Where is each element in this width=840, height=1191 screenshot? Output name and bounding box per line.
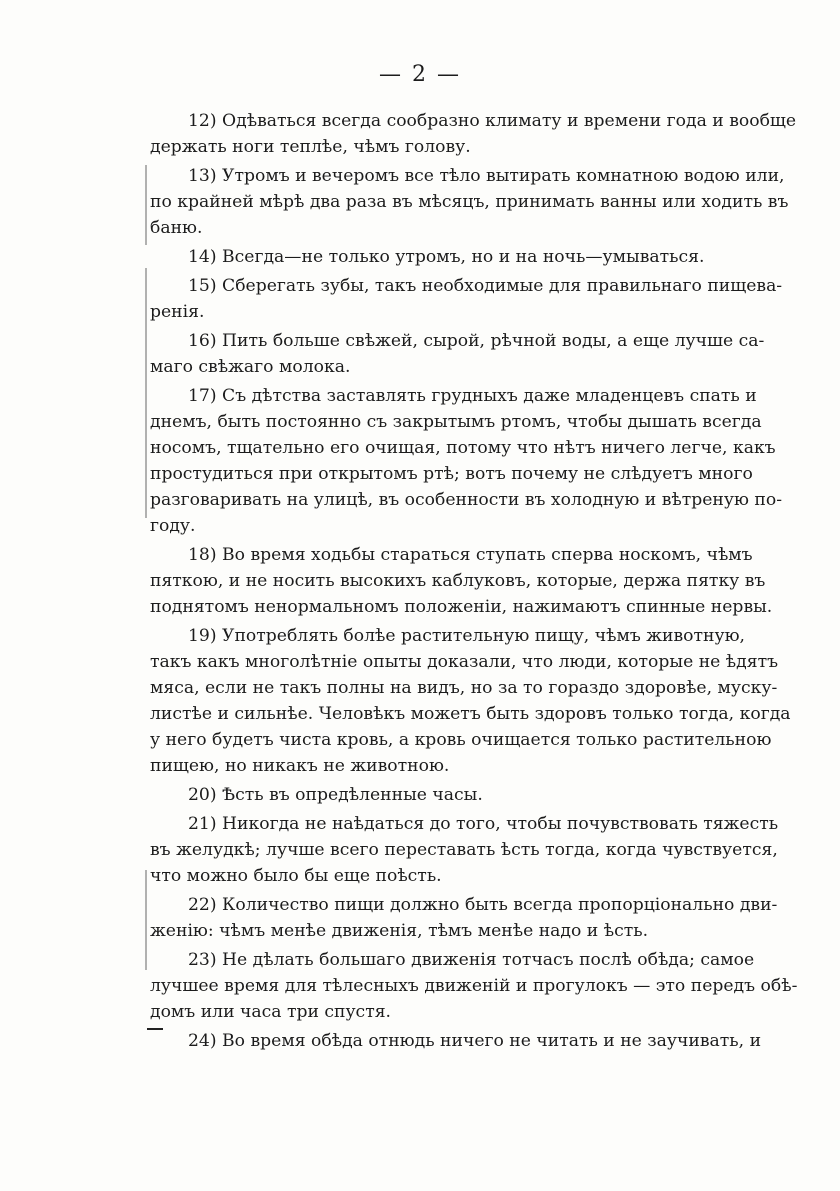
paragraph bbox=[150, 782, 695, 808]
text-line: году. bbox=[150, 516, 196, 536]
text-line: въ желудкѣ; лучше всего переставать ѣсть тогда, когда чувствуется, bbox=[150, 840, 778, 860]
paragraph bbox=[150, 947, 798, 1025]
margin-mark-3 bbox=[145, 870, 147, 970]
text-line: лучшее время для тѣлесныхъ движеній и прогулокъ — это передъ обѣ- bbox=[150, 976, 798, 996]
text-line: у него будетъ чиста кровь, а кровь очищается только растительною bbox=[150, 730, 772, 750]
paragraph bbox=[150, 892, 778, 944]
paragraph bbox=[150, 811, 779, 889]
text-line: мяса, если не такъ полны на видъ, но за то гораздо здоровѣе, муску- bbox=[150, 678, 778, 698]
text-line: 14) Всегда—не только утромъ, но и на ночь—умываться. bbox=[188, 247, 705, 267]
text-line: что можно было бы еще поѣсть. bbox=[150, 866, 442, 886]
paragraph bbox=[150, 273, 783, 325]
paragraph bbox=[150, 623, 791, 779]
text-line: 18) Во время ходьбы стараться ступать сперва носкомъ, чѣмъ bbox=[188, 545, 753, 565]
page-number: — 2 — bbox=[379, 62, 461, 87]
text-line: женію: чѣмъ менѣе движенія, тѣмъ менѣе надо и ѣсть. bbox=[150, 921, 649, 941]
paragraph bbox=[150, 244, 705, 270]
text-line: домъ или часа три спустя. bbox=[150, 1002, 392, 1022]
text-line: носомъ, тщательно его очищая, потому что нѣтъ ничего легче, какъ bbox=[150, 438, 776, 458]
text-line: 15) Сберегать зубы, такъ необходимые для правильнаго пищева- bbox=[188, 276, 783, 296]
paragraph bbox=[150, 1028, 762, 1054]
text-line: 17) Съ дѣтства заставлять грудныхъ даже младенцевъ спать и bbox=[188, 386, 757, 406]
text-line: разговаривать на улицѣ, въ особенности въ холодную и вѣтреную по- bbox=[150, 490, 783, 510]
text-line: 23) Не дѣлать большаго движенія тотчасъ послѣ обѣда; самое bbox=[188, 950, 755, 970]
text-line: держать ноги теплѣе, чѣмъ голову. bbox=[150, 137, 471, 157]
text-line: 21) Никогда не наѣдаться до того, чтобы почувствовать тяжесть bbox=[188, 814, 779, 834]
paragraph bbox=[150, 108, 797, 160]
text-line: листѣе и сильнѣе. Человѣкъ можетъ быть здоровъ только тогда, когда bbox=[150, 704, 791, 724]
text-line: маго свѣжаго молока. bbox=[150, 357, 351, 377]
text-line: 16) Пить больше свѣжей, сырой, рѣчной воды, а еще лучше са- bbox=[188, 331, 765, 351]
margin-mark-1 bbox=[145, 165, 147, 245]
text-line: днемъ, быть постоянно съ закрытымъ ртомъ, чтобы дышать всегда bbox=[150, 412, 762, 432]
text-line: по крайней мѣрѣ два раза въ мѣсяцъ, принимать ванны или ходить въ bbox=[150, 192, 789, 212]
margin-mark-2 bbox=[145, 268, 147, 518]
text-line: пяткою, и не носить высокихъ каблуковъ, которые, держа пятку въ bbox=[150, 571, 766, 591]
text-line: 24) Во время обѣда отнюдь ничего не читать и не заучивать, и bbox=[188, 1031, 762, 1051]
text-line: поднятомъ ненормальномъ положеніи, нажимаютъ спинные нервы. bbox=[150, 597, 773, 617]
paragraph bbox=[150, 542, 773, 620]
text-line: 13) Утромъ и вечеромъ все тѣло вытирать комнатною водою или, bbox=[188, 166, 785, 186]
paragraph bbox=[150, 383, 783, 539]
text-line: пищею, но никакъ не животною. bbox=[150, 756, 450, 776]
text-line: 19) Употреблять болѣе растительную пищу, чѣмъ животную, bbox=[188, 626, 746, 646]
paragraph bbox=[150, 328, 765, 380]
text-line: 12) Одѣваться всегда сообразно климату и времени года и вообще bbox=[188, 111, 797, 131]
text-body bbox=[150, 108, 798, 1057]
text-line: такъ какъ многолѣтніе опыты доказали, что люди, которые не ѣдятъ bbox=[150, 652, 779, 672]
text-line: 20) Ѣсть въ опредѣленные часы. bbox=[188, 785, 483, 805]
text-line: простудиться при открытомъ ртѣ; вотъ почему не слѣдуетъ много bbox=[150, 464, 753, 484]
text-line: 22) Количество пищи должно быть всегда пропорціонально дви- bbox=[188, 895, 778, 915]
text-line: баню. bbox=[150, 218, 203, 238]
text-line: ренія. bbox=[150, 302, 205, 322]
bottom-rule bbox=[147, 1028, 163, 1030]
paragraph bbox=[150, 163, 789, 241]
